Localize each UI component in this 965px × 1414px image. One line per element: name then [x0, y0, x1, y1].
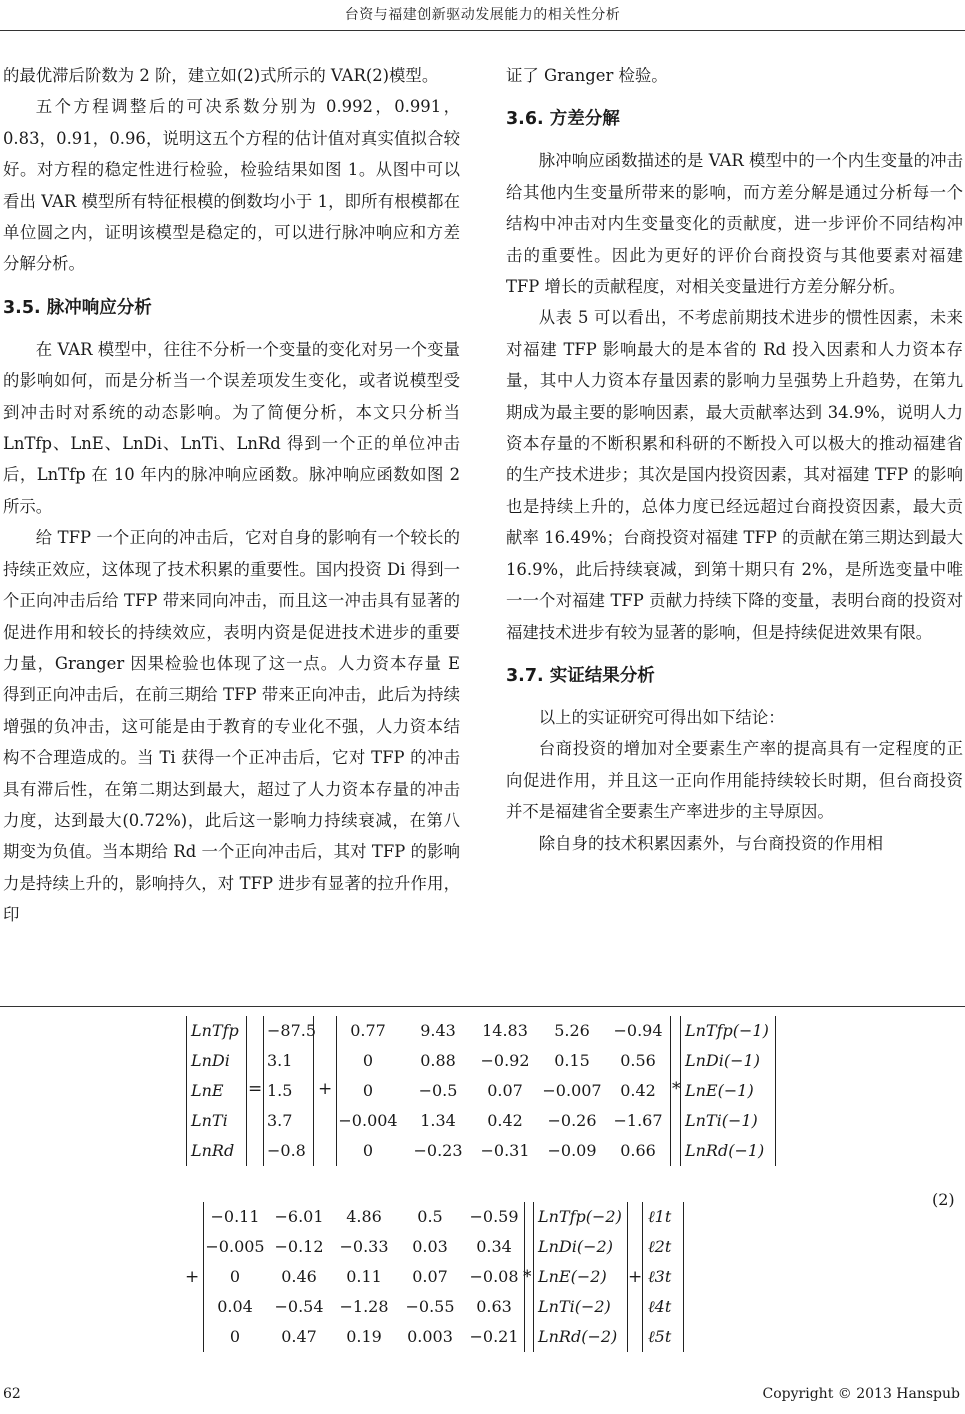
equation-number: (2): [932, 1190, 955, 1209]
paragraph: 的最优滞后阶数为 2 阶，建立如(2)式所示的 VAR(2)模型。: [3, 66, 439, 85]
paragraph: 给 TFP 一个正向的冲击后，它对自身的影响有一个较长的持续正效应，这体现了技术积累的重要性。国内投资 Di 得到一个正向冲击后给 TFP 带来同向冲击，而且这一冲击具有显著的促进作用和较长的持续效应，表明内资是促进技术进步的重要力量，Granger 因果检验也体现了这一点。人力资本存量 E 得到正向冲击后，在前三期给 TFP 带来正向冲击，此后为持续增强的负冲击，这可能是由于教育的专业化不强，人力资本结构不合理造成的。当 Ti 获得一个正冲击后，它对 TFP 的冲击具有滞后性，在第二期达到最大，超过了人力资本存量的冲击力度，达到最大(0.72%)，此后这一影响力持续衰减，在第八期变为负值。当本期给 Rd 一个正向冲击后，其对 TFP 的影响力是持续上升的，影响持久，对 TFP 进步有显著的拉升作用，印: [3, 528, 460, 925]
section-heading-3-5: 3.5. 脉冲响应分析: [3, 297, 152, 318]
equation-divider: [0, 1006, 965, 1007]
times-sign: *: [672, 1079, 681, 1099]
matrix-bracket: [533, 1202, 534, 1352]
coefficient-lag1: 9.43: [420, 1021, 456, 1040]
paragraph: 在 VAR 模型中，往往不分析一个变量的变化对另一个变量的影响如何，而是分析当一个误差项发生变化，或者说模型受到冲击时对系统的动态影响。为了简便分析，本文只分析当 LnTfp、LnE、LnDi、LnTi、LnRd 得到一个正的单位冲击后，LnTfp 在 10 年内的脉冲响应函数。脉冲响应函数如图 2 所示。: [3, 339, 460, 516]
section-heading-3-7: 3.7. 实证结果分析: [506, 665, 655, 686]
coefficient-lag1: 0.77: [350, 1021, 386, 1040]
left-column: [3, 60, 460, 931]
times-sign: *: [523, 1267, 532, 1287]
coefficient-lag1: 0: [362, 1081, 374, 1100]
error-term: ℓ4t: [648, 1297, 672, 1316]
coefficient-lag1: −0.5: [418, 1081, 458, 1100]
coefficient-lag1: 1.34: [420, 1111, 456, 1130]
coefficient-lag1: 0.07: [487, 1081, 523, 1100]
coefficient-lag2: −0.11: [210, 1207, 260, 1226]
constant-term: 3.7: [267, 1111, 293, 1130]
coefficient-lag1: 0.66: [620, 1141, 656, 1160]
paragraph: 证了 Granger 检验。: [506, 66, 668, 85]
coefficient-lag1: 0.42: [487, 1111, 523, 1130]
coefficient-lag1: −0.007: [542, 1081, 602, 1100]
error-term: ℓ1t: [648, 1207, 672, 1226]
coefficient-lag1: −0.09: [547, 1141, 597, 1160]
matrix-bracket: [775, 1016, 776, 1166]
lag1-variable: LnE(−1): [685, 1081, 754, 1100]
coefficient-lag2: 0.04: [217, 1297, 253, 1316]
lag2-variable: LnDi(−2): [538, 1237, 613, 1256]
right-column: [506, 60, 963, 859]
coefficient-lag2: 0: [229, 1327, 241, 1346]
lhs-variable: LnDi: [191, 1051, 230, 1070]
paragraph: 脉冲响应函数描述的是 VAR 模型中的一个内生变量的冲击给其他内生变量所带来的影响，而方差分解是通过分析每一个结构中冲击对内生变量变化的贡献度，进一步评价不同结构冲击的重要性。因此为更好的评价台商投资与其他要素对福建 TFP 增长的贡献程度，对相关变量进行方差分解分析。: [506, 151, 963, 297]
coefficient-lag2: 0.11: [346, 1267, 382, 1286]
matrix-bracket: [203, 1202, 204, 1352]
plus-sign: +: [628, 1267, 643, 1287]
coefficient-lag2: −6.01: [274, 1207, 324, 1226]
plus-sign: +: [318, 1079, 333, 1099]
coefficient-lag1: 0.88: [420, 1051, 456, 1070]
paragraph: 从表 5 可以看出，不考虑前期技术进步的惯性因素，未来对福建 TFP 影响最大的是本省的 Rd 投入因素和人力资本存量，其中人力资本存量因素的影响力呈强势上升趋势，在第九期成为最主要的影响因素，最大贡献率达到 34.9%，说明人力资本存量的不断积累和科研的不断投入可以极大的推动福建省的生产技术进步；其次是国内投资因素，其对福建 TFP 的影响也是持续上升的，总体力度已经远超过台商投资因素，最大贡献率 16.49%；台商投资对福建 TFP 的贡献在第三期达到最大 16.9%，此后持续衰减，到第十期只有 2%，是所选变量中唯一一个对福建 TFP 贡献力持续下降的变量，表明台商的投资对福建技术进步有较为显著的影响，但是持续促进效果有限。: [506, 308, 963, 642]
coefficient-lag1: −0.92: [480, 1051, 530, 1070]
constant-term: 1.5: [267, 1081, 293, 1100]
matrix-bracket: [186, 1016, 187, 1166]
constant-term: 3.1: [267, 1051, 293, 1070]
coefficient-lag2: −0.12: [274, 1237, 324, 1256]
coefficient-lag1: 0: [362, 1051, 374, 1070]
constant-term: −0.8: [267, 1141, 306, 1160]
lag2-variable: LnRd(−2): [538, 1327, 618, 1346]
coefficient-lag2: 0.07: [412, 1267, 448, 1286]
coefficient-lag1: −0.94: [613, 1021, 663, 1040]
matrix-bracket: [683, 1202, 684, 1352]
lhs-variable: LnTi: [191, 1111, 228, 1130]
lhs-variable: LnTfp: [191, 1021, 239, 1040]
coefficient-lag2: 0.47: [281, 1327, 317, 1346]
running-title: 台资与福建创新驱动发展能力的相关性分析: [344, 7, 621, 23]
lhs-variable: LnE: [191, 1081, 224, 1100]
coefficient-lag1: 0.56: [620, 1051, 656, 1070]
error-term: ℓ5t: [648, 1327, 672, 1346]
copyright-notice: Copyright © 2013 Hanspub: [762, 1386, 960, 1402]
coefficient-lag2: −0.54: [274, 1297, 324, 1316]
header-divider: [0, 30, 965, 31]
coefficient-lag2: −0.08: [469, 1267, 519, 1286]
coefficient-lag1: 5.26: [554, 1021, 590, 1040]
coefficient-lag1: 0.42: [620, 1081, 656, 1100]
plus-sign: +: [185, 1267, 200, 1287]
coefficient-lag1: 0.15: [554, 1051, 590, 1070]
page-number: 62: [3, 1386, 21, 1402]
coefficient-lag1: −0.31: [480, 1141, 530, 1160]
coefficient-lag1: 14.83: [482, 1021, 528, 1040]
coefficient-lag2: 0: [229, 1267, 241, 1286]
paragraph: 除自身的技术积累因素外，与台商投资的作用相: [538, 833, 883, 853]
section-heading-3-6: 3.6. 方差分解: [506, 109, 620, 130]
coefficient-lag1: 0: [362, 1141, 374, 1160]
coefficient-lag1: −0.23: [413, 1141, 463, 1160]
coefficient-lag2: −1.28: [339, 1297, 389, 1316]
error-term: ℓ2t: [648, 1237, 672, 1256]
var-equation: [0, 1012, 965, 1367]
constant-term: −87.5: [267, 1021, 317, 1040]
lag2-variable: LnTfp(−2): [538, 1207, 622, 1226]
coefficient-lag2: −0.33: [339, 1237, 389, 1256]
coefficient-lag2: −0.59: [469, 1207, 519, 1226]
matrix-bracket: [670, 1016, 671, 1166]
equals-sign: =: [248, 1079, 263, 1099]
matrix-bracket: [246, 1016, 247, 1166]
coefficient-lag2: 0.46: [281, 1267, 317, 1286]
matrix-bracket: [336, 1016, 337, 1166]
lag1-variable: LnDi(−1): [685, 1051, 760, 1070]
coefficient-lag2: 0.63: [476, 1297, 512, 1316]
lag1-variable: LnTfp(−1): [685, 1021, 769, 1040]
paragraph: 以上的实证研究可得出如下结论：: [538, 707, 785, 727]
coefficient-lag1: −1.67: [613, 1111, 663, 1130]
lag2-variable: LnE(−2): [538, 1267, 607, 1286]
paragraph: 五个方程调整后的可决系数分别为 0.992，0.991，0.83，0.91，0.96，说明这五个方程的估计值对真实值拟合较好。对方程的稳定性进行检验，检验结果如图 1。从图中可以看出 VAR 模型所有特征根模的倒数均小于 1，即所有根模都在单位圆之内，证明该模型是稳定的，可以进行脉冲响应和方差分解分析。: [3, 97, 460, 274]
coefficient-lag2: −0.55: [405, 1297, 455, 1316]
lhs-variable: LnRd: [191, 1141, 235, 1160]
coefficient-lag1: −0.26: [547, 1111, 597, 1130]
coefficient-lag2: 0.5: [417, 1207, 443, 1226]
coefficient-lag1: −0.004: [338, 1111, 398, 1130]
lag2-variable: LnTi(−2): [538, 1297, 611, 1316]
coefficient-lag2: 0.003: [407, 1327, 453, 1346]
error-term: ℓ3t: [648, 1267, 672, 1286]
matrix-bracket: [263, 1016, 264, 1166]
coefficient-lag2: −0.005: [205, 1237, 265, 1256]
paragraph: 台商投资的增加对全要素生产率的提高具有一定程度的正向促进作用，并且这一正向作用能持续较长时期，但台商投资并不是福建省全要素生产率进步的主导原因。: [506, 739, 963, 822]
coefficient-lag2: −0.21: [469, 1327, 519, 1346]
coefficient-lag2: 4.86: [346, 1207, 382, 1226]
lag1-variable: LnRd(−1): [685, 1141, 765, 1160]
coefficient-lag2: 0.34: [476, 1237, 512, 1256]
coefficient-lag2: 0.19: [346, 1327, 382, 1346]
coefficient-lag2: 0.03: [412, 1237, 448, 1256]
lag1-variable: LnTi(−1): [685, 1111, 758, 1130]
